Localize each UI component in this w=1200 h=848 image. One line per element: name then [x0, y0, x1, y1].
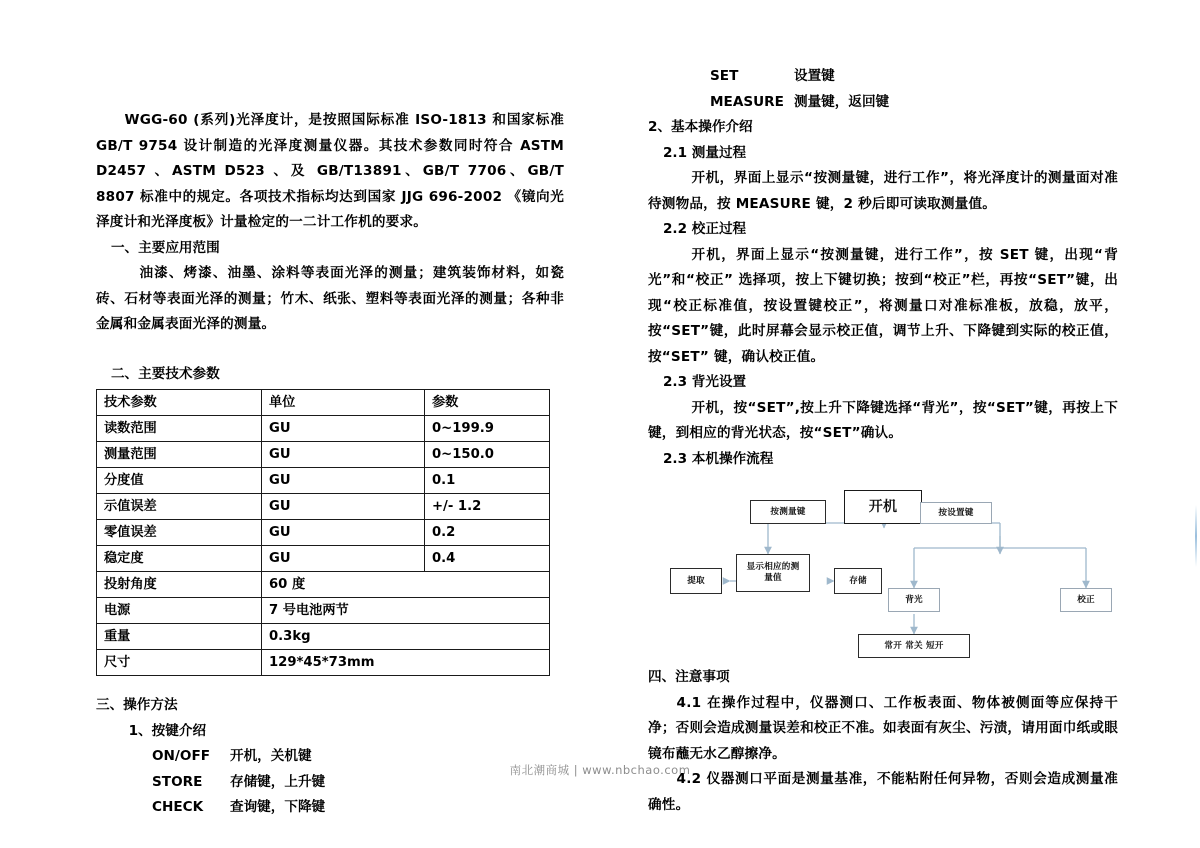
- note-4-1: 4.1 在操作过程中，仪器测口、工作板表面、物体被侧面等应保持干净；否则会造成测量误差和校正不准。如表面有灰尘、污渍，请用面巾纸或眼镜布蘸无水乙醇擦净。: [648, 694, 1118, 762]
- key-name: SET: [710, 68, 739, 84]
- flow-node-retrieve: 提取: [670, 568, 722, 594]
- table-row: [97, 572, 550, 598]
- section-3-sub-1: 1、按键介绍: [128, 722, 207, 739]
- key-name: ON/OFF: [152, 748, 211, 764]
- subsection-2-2-heading: 2.2 校正过程: [662, 221, 747, 237]
- left-column: [96, 108, 564, 821]
- key-row: [96, 795, 564, 821]
- table-cell-unit: GU: [262, 468, 425, 494]
- table-cell-parameter: 分度值: [97, 468, 262, 494]
- table-row: [97, 650, 550, 676]
- key-description: 存储键，上升键: [230, 773, 326, 790]
- flow-node-press-set: 按设置键: [920, 502, 992, 524]
- operation-flowchart: [648, 476, 1118, 656]
- table-cell-value: 0.2: [425, 520, 550, 546]
- table-header-cell: 单位: [262, 390, 425, 416]
- spec-table: [96, 389, 550, 676]
- table-header-cell: 技术参数: [97, 390, 262, 416]
- table-cell-value-merged: 60 度: [262, 572, 550, 598]
- subsection-2-2-body: 开机，界面上显示“按测量键，进行工作”，按 SET 键，出现“背光”和“校正” 选择项，按上下键切换；按到“校正”栏，再按“SET”键，出现“校正标准值，按设置键校正”，将测量口对准标准板，放稳，放平，按“SET”键，此时屏幕会显示校正值，调节上升、下降键到实际的校正值，按“SET” 键，确认校正值。: [648, 246, 1118, 365]
- table-row: [97, 468, 550, 494]
- table-cell-parameter: 示值误差: [97, 494, 262, 520]
- section-heading-1: 一、主要应用范围: [110, 239, 220, 256]
- table-cell-unit: GU: [262, 494, 425, 520]
- key-name: CHECK: [152, 799, 204, 815]
- key-name: STORE: [152, 773, 203, 790]
- key-row: [648, 64, 1118, 90]
- table-cell-value-merged: 129*45*73mm: [262, 650, 550, 676]
- table-cell-value: 0.4: [425, 546, 550, 572]
- table-cell-value: 0~199.9: [425, 416, 550, 442]
- table-row: [97, 520, 550, 546]
- note-4-2: 4.2 仪器测口平面是测量基准，不能粘附任何异物，否则会造成测量准确性。: [648, 771, 1118, 813]
- section-1-body: 油漆、烤漆、油墨、涂料等表面光泽的测量；建筑装饰材料，如瓷砖、石材等表面光泽的测量；竹木、纸张、塑料等表面光泽的测量；各种非金属和金属表面光泽的测量。: [96, 265, 564, 332]
- table-header-cell: 参数: [425, 390, 550, 416]
- table-cell-unit: GU: [262, 442, 425, 468]
- key-description: 查询键，下降键: [230, 799, 326, 815]
- table-cell-parameter: 重量: [97, 624, 262, 650]
- page-edge-artifact: [1195, 505, 1197, 567]
- key-description: 测量键，返回键: [794, 93, 890, 110]
- table-cell-value: 0.1: [425, 468, 550, 494]
- table-cell-parameter: 稳定度: [97, 546, 262, 572]
- key-description: 设置键: [794, 68, 835, 84]
- table-row: [97, 416, 550, 442]
- key-list-right: [648, 64, 1118, 115]
- table-cell-parameter: 尺寸: [97, 650, 262, 676]
- table-row: [97, 546, 550, 572]
- flow-node-backlight: 背光: [888, 588, 940, 612]
- flow-node-backlight-modes: 常开 常关 短开: [858, 634, 970, 658]
- section-heading-3: 三、操作方法: [96, 697, 178, 713]
- table-cell-value: +/- 1.2: [425, 494, 550, 520]
- table-cell-value-merged: 0.3kg: [262, 624, 550, 650]
- flow-node-calibrate: 校正: [1060, 588, 1112, 612]
- table-cell-parameter: 测量范围: [97, 442, 262, 468]
- flow-node-store: 存储: [834, 568, 882, 594]
- section-heading-2: 二、主要技术参数: [110, 365, 220, 382]
- flow-node-power-on: 开机: [844, 490, 922, 524]
- table-cell-unit: GU: [262, 520, 425, 546]
- subsection-2-1-heading: 2.1 测量过程: [662, 144, 747, 161]
- table-cell-value: 0~150.0: [425, 442, 550, 468]
- table-row: [97, 624, 550, 650]
- subsection-2-1-body: 开机，界面上显示“按测量键，进行工作”，将光泽度计的测量面对准待测物品，按 MEASURE 键，2 秒后即可读取测量值。: [648, 170, 1118, 212]
- intro-paragraph: WGG-60 (系列)光泽度计，是按照国际标准 ISO-1813 和国家标准 GB/T 9754 设计制造的光泽度测量仪器。其技术参数同时符合 ASTM D2457 、ASTM D523 、及 GB/T13891、GB/T 7706、GB/T 8807 标准中的规定。各项技术指标均达到国家 JJG 696-2002 《镜向光泽度计和光泽度板》计量检定的一二计工作机的要求。: [96, 112, 564, 230]
- subsection-2-4-heading: 2.3 本机操作流程: [662, 450, 774, 467]
- subsection-2-3-heading: 2.3 背光设置: [662, 374, 747, 390]
- table-cell-parameter: 电源: [97, 598, 262, 624]
- footer-watermark: 南北潮商城 | www.nbchao.com: [509, 763, 691, 777]
- section-heading-4: 四、注意事项: [648, 669, 730, 685]
- key-name: MEASURE: [710, 93, 784, 110]
- table-cell-value-merged: 7 号电池两节: [262, 598, 550, 624]
- flow-node-press-measure: 按测量键: [750, 500, 826, 524]
- table-cell-parameter: 投射角度: [97, 572, 262, 598]
- table-header-row: [97, 390, 550, 416]
- table-row: [97, 494, 550, 520]
- section-heading-2-operations: 2、基本操作介绍: [648, 119, 753, 135]
- flow-node-display-value: 显示相应的测量值: [736, 554, 810, 592]
- table-row: [97, 442, 550, 468]
- subsection-2-3-body: 开机，按“SET”,按上升下降键选择“背光”，按“SET”键，再按上下键，到相应的背光状态，按“SET”确认。: [648, 399, 1118, 441]
- key-row: [648, 90, 1118, 116]
- table-row: [97, 598, 550, 624]
- table-cell-parameter: 零值误差: [97, 520, 262, 546]
- key-list-left: [96, 744, 564, 821]
- table-cell-parameter: 读数范围: [97, 416, 262, 442]
- table-cell-unit: GU: [262, 416, 425, 442]
- key-description: 开机，关机键: [230, 748, 312, 764]
- table-cell-unit: GU: [262, 546, 425, 572]
- right-column: [648, 64, 1118, 818]
